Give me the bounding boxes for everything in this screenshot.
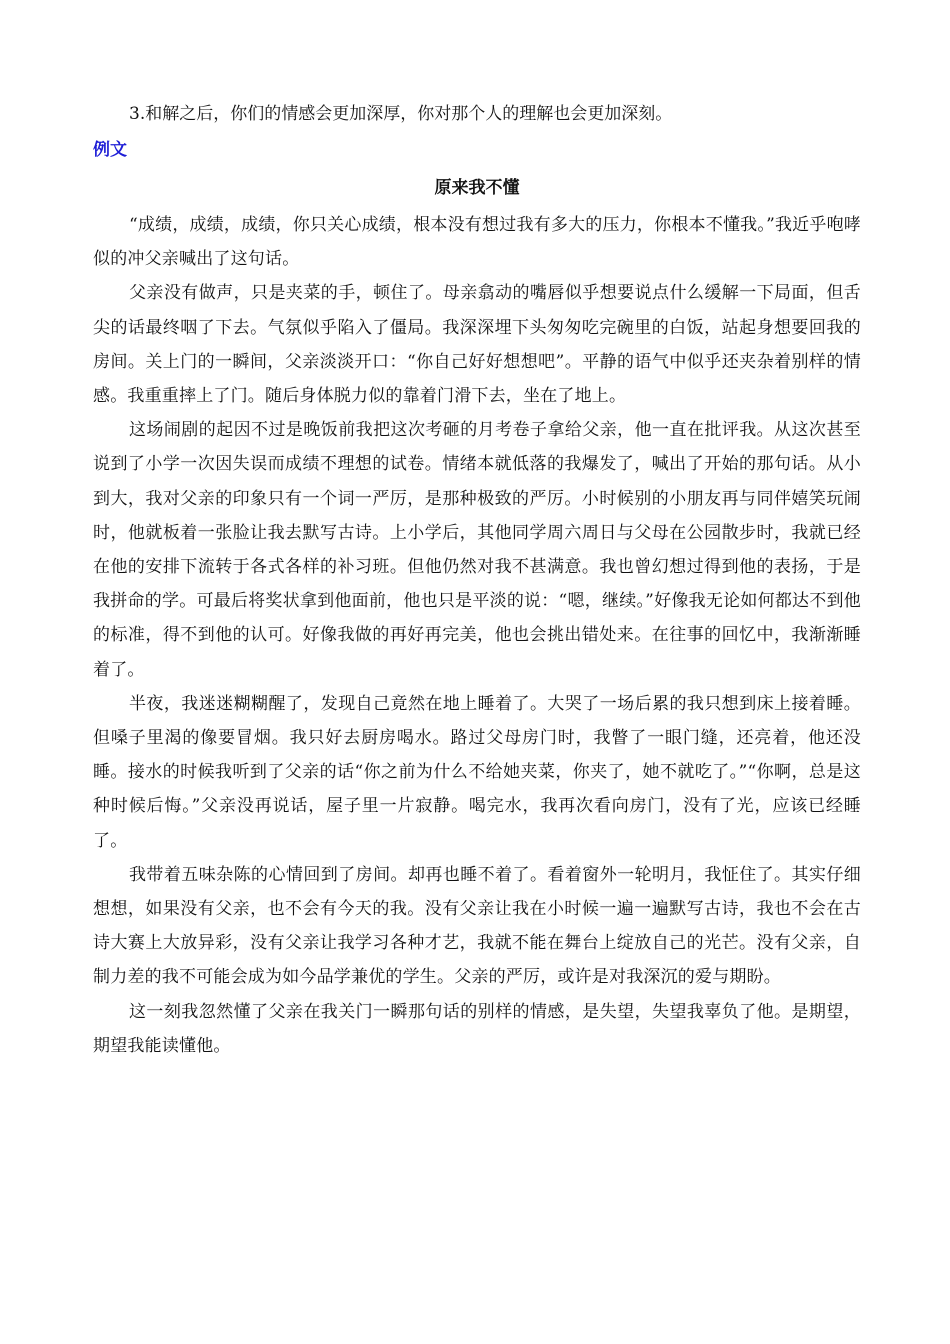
essay-paragraph-3: 这场闹剧的起因不过是晚饭前我把这次考砸的月考卷子拿给父亲，他一直在批评我。从这次甚至说到了小学一次因失误而成绩不理想的试卷。情绪本就低落的我爆发了，喊出了开始的那句话。从小到大，我对父亲的印象只有一个词一严厉，是那种极致的严厉。小时候别的小朋友再与同伴嬉笑玩闹时，他就板着一张脸让我去默写古诗。上小学后，其他同学周六周日与父母在公园散步时，我就已经在他的安排下流转于各式各样的补习班。但他仍然对我不甚满意。我也曾幻想过得到他的表扬，于是我拼命的学。可最后将奖状拿到他面前，他也只是平淡的说：“嗯，继续。”好像我无论如何都达不到他的标准，得不到他的认可。好像我做的再好再完美，他也会挑出错处来。在往事的回忆中，我渐渐睡着了。 (93, 420, 861, 680)
section-label-example: 例文 (93, 140, 127, 160)
essay-paragraph-6: 这一刻我忽然懂了父亲在我关门一瞬那句话的别样的情感，是失望，失望我辜负了他。是期望，期望我能读懂他。 (93, 1001, 861, 1056)
essay-paragraph-4: 半夜，我迷迷糊糊醒了，发现自己竟然在地上睡着了。大哭了一场后累的我只想到床上接着睡。但嗓子里渴的像要冒烟。我只好去厨房喝水。路过父母房门时，我瞥了一眼门缝，还亮着，他还没睡。接水的时候我听到了父亲的话“你之前为什么不给她夹菜，你夹了，她不就吃了。”“你啊，总是这种时候后悔。”父亲没再说话，屋子里一片寂静。喝完水，我再次看向房门，没有了光，应该已经睡了。 (93, 693, 861, 851)
guidance-point-3: 3.和解之后，你们的情感会更加深厚，你对那个人的理解也会更加深刻。 (129, 104, 673, 124)
document-page (93, 96, 861, 1063)
essay-title: 原来我不懂 (434, 178, 520, 198)
essay-paragraph-5: 我带着五味杂陈的心情回到了房间。却再也睡不着了。看着窗外一轮明月，我怔住了。其实仔细想想，如果没有父亲，也不会有今天的我。没有父亲让我在小时候一遍一遍默写古诗，我也不会在古诗大赛上大放异彩，没有父亲让我学习各种才艺，我就不能在舞台上绽放自己的光芒。没有父亲，自制力差的我不可能会成为如今品学兼优的学生。父亲的严厉，或许是对我深沉的爱与期盼。 (93, 864, 861, 988)
essay-paragraph-1: “成绩，成绩，成绩，你只关心成绩，根本没有想过我有多大的压力，你根本不懂我。”我近乎咆哮似的冲父亲喊出了这句话。 (93, 215, 861, 270)
essay-paragraph-2: 父亲没有做声，只是夹菜的手，顿住了。母亲翕动的嘴唇似乎想要说点什么缓解一下局面，但舌尖的话最终咽了下去。气氛似乎陷入了僵局。我深深埋下头匆匆吃完碗里的白饭，站起身想要回我的房间。关上门的一瞬间，父亲淡淡开口：“你自己好好想想吧”。平静的语气中似乎还夹杂着别样的情感。我重重摔上了门。随后身体脱力似的靠着门滑下去，坐在了地上。 (93, 283, 861, 407)
